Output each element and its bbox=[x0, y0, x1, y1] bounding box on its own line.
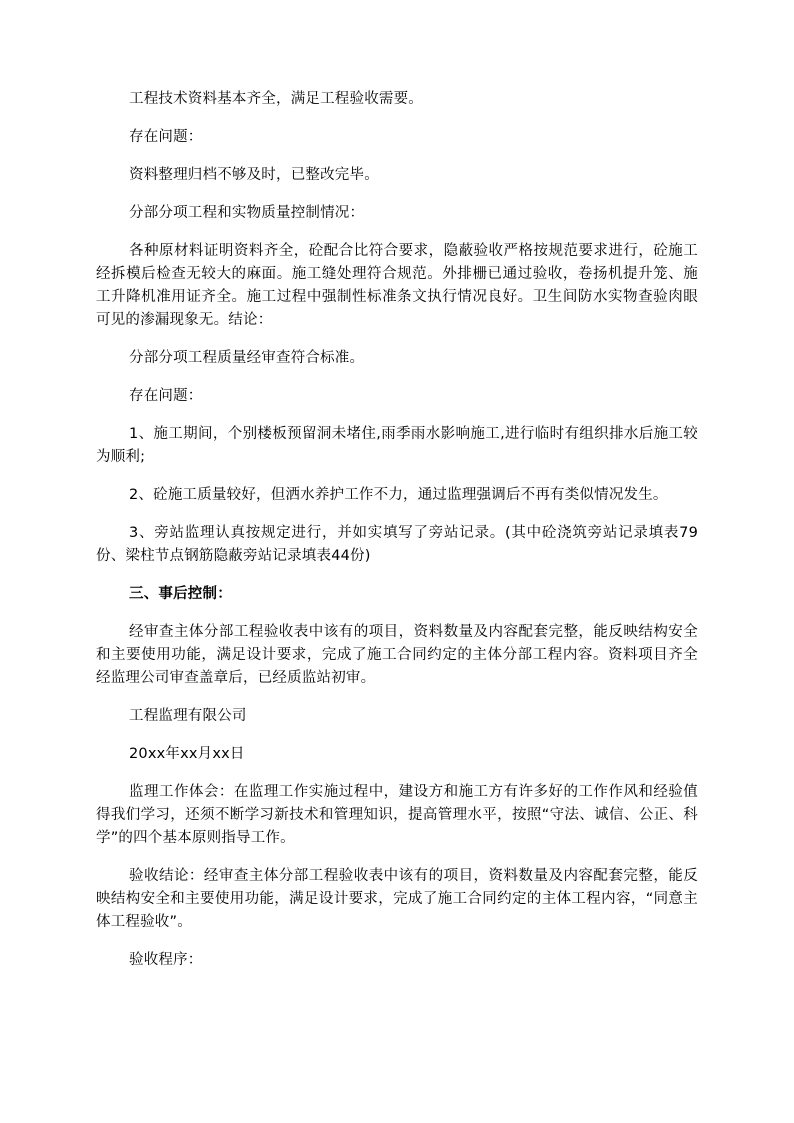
section-heading: 三、事后控制： bbox=[129, 586, 232, 602]
paragraph: 2、砼施工质量较好，但洒水养护工作不力，通过监理强调后不再有类似情况发生。 bbox=[129, 487, 668, 503]
paragraph: 验收结论：经审查主体分部工程验收表中该有的项目，资料数量及内容配套完整，能反映结构安全和主要使用功能，满足设计要求，完成了施工合同约定的主体工程内容，“同意主体工程验收”。 bbox=[96, 868, 698, 930]
paragraph: 3、旁站监理认真按规定进行，并如实填写了旁站记录。(其中砼浇筑旁站记录填表79份、梁柱节点钢筋隐蔽旁站记录填表44份) bbox=[96, 525, 698, 564]
company-name: 工程监理有限公司 bbox=[129, 708, 247, 724]
date-line: 20xx年xx月xx日 bbox=[129, 746, 245, 762]
document-page bbox=[96, 88, 698, 987]
paragraph: 各种原材料证明资料齐全，砼配合比符合要求，隐蔽验收严格按规范要求进行，砼施工经拆模后检查无较大的麻面。施工缝处理符合规范。外排栅已通过验收，卷扬机提升笼、施工升降机准用证齐全。施工过程中强制性标准条文执行情况良好。卫生间防水实物查验肉眼可见的渗漏现象无。结论： bbox=[96, 243, 698, 328]
paragraph: 资料整理归档不够及时，已整改完毕。 bbox=[129, 167, 379, 183]
paragraph: 验收程序： bbox=[129, 952, 203, 968]
paragraph: 1、施工期间，个别楼板预留洞未堵住,雨季雨水影响施工,进行临时有组织排水后施工较为顺利; bbox=[96, 426, 698, 465]
paragraph: 分部分项工程质量经审查符合标准。 bbox=[129, 350, 365, 366]
paragraph: 存在问题： bbox=[129, 388, 203, 404]
paragraph: 经审查主体分部工程验收表中该有的项目，资料数量及内容配套完整，能反映结构安全和主要使用功能，满足设计要求，完成了施工合同约定的主体分部工程内容。资料项目齐全经监理公司审查盖章后，已经质监站初审。 bbox=[96, 624, 698, 686]
paragraph: 监理工作体会：在监理工作实施过程中，建设方和施工方有许多好的工作作风和经验值得我们学习，还须不断学习新技术和管理知识，提高管理水平，按照“守法、诚信、公正、科学”的四个基本原则指导工作。 bbox=[96, 784, 698, 846]
paragraph: 工程技术资料基本齐全，满足工程验收需要。 bbox=[129, 91, 423, 107]
paragraph: 存在问题： bbox=[129, 129, 203, 145]
paragraph: 分部分项工程和实物质量控制情况： bbox=[129, 205, 365, 221]
